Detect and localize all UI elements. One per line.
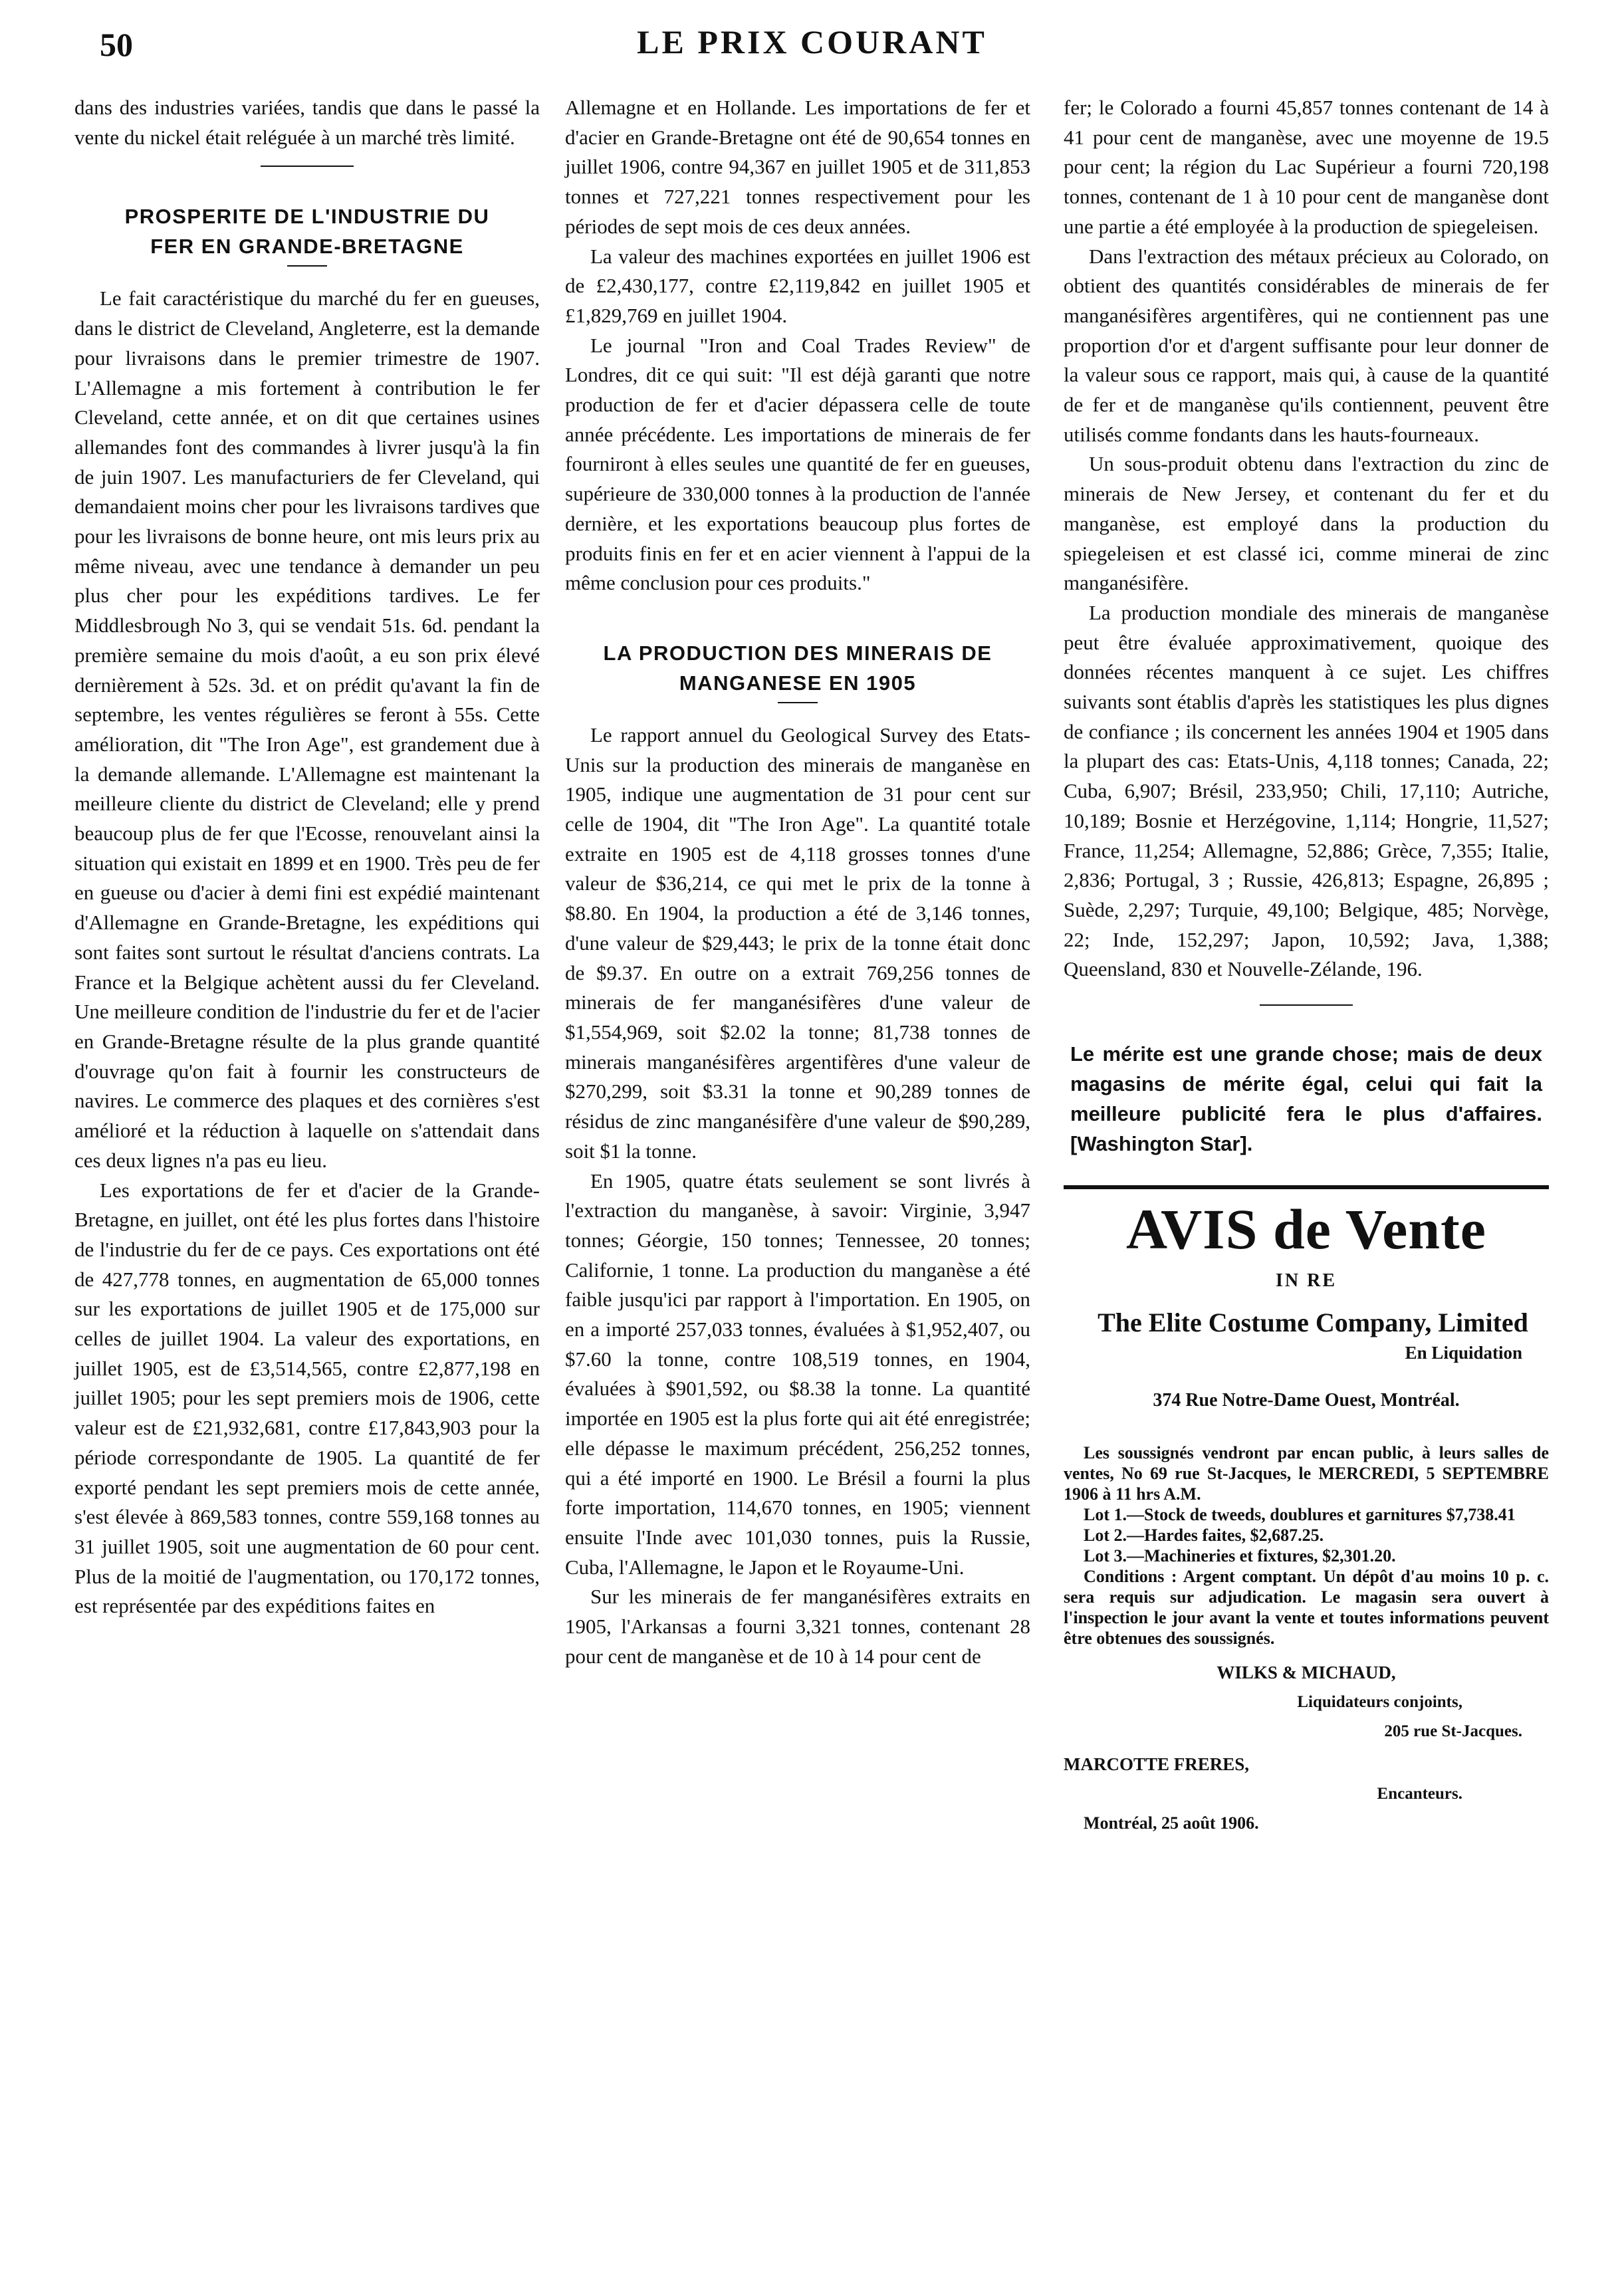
section-divider [1260, 1004, 1353, 1006]
section-divider [261, 166, 354, 167]
article-paragraph: Les exportations de fer et d'acier de la Grande-Bretagne, en juillet, ont été les plus fortes dans l'histoire de l'industrie du fer de ce pays. Ces exportations ont été de 427,778 tonnes, en augmentation de 65,000 tonnes sur les exportations de juillet 1905 et de 175,000 sur celles de juillet 1904. La valeur des exportations, en juillet 1905, est de £3,514,565, contre £2,877,198 en juillet 1905; pour les sept premiers mois de 1906, cette valeur est de £21,932,681, contre £17,843,903 pour la période correspondante de 1905. La quantité de fer exporté pendant les sept premiers mois de cette année, s'est élevée à 869,583 tonnes, contre 559,168 tonnes au 31 juillet 1905, soit une augmentation de 60 pour cent. Plus de la moitié de l'augmentation, ou 170,172 tonnes, est représentée par des expéditions faites en [74, 1178, 540, 1618]
article-paragraph: Allemagne et en Hollande. Les importations de fer et d'acier en Grande-Bretagne ont été de 90,654 tonnes en juillet 1906, contre 94,367 en juillet 1905 et de 311,853 tonnes et 727,221 tonnes respectivement pour les périodes de sept mois de ces deux années. [565, 96, 1030, 238]
article-heading-line-1: LA PRODUCTION DES MINERAIS DE [603, 641, 992, 665]
article-heading-line-2: MANGANESE EN 1905 [679, 671, 917, 695]
column-3 [1064, 93, 1549, 1839]
article-heading-line-1: PROSPERITE DE L'INDUSTRIE DU [124, 205, 490, 229]
ad-body-text: Les soussignés vendront par encan public, à leurs salles de ventes, No 69 rue St-Jacques, le MERCREDI, 5 SEPTEMBRE 1906 à 11 hrs A.M. [1064, 1442, 1549, 1504]
article-heading-line-2: FER EN GRANDE-BRETAGNE [150, 235, 464, 259]
article-paragraph: La valeur des machines exportées en juillet 1906 est de £2,430,177, contre £2,119,842 en juillet 1905 et £1,829,769 en juillet 1904. [565, 244, 1030, 327]
article-paragraph: Le rapport annuel du Geological Survey des Etats-Unis sur la production des minerais de manganèse en 1905, indique une augmentation de 31 pour cent sur celle de 1904, dit "The Iron Age". La quantité totale extraite en 1905 est de 4,118 grosses tonnes d'une valeur de $36,214, ce qui met le prix de la tonne à $8.80. En 1904, la production a été de 3,146 tonnes, d'une valeur de $29,443; le prix de la tonne était donc de $9.37. En outre on a extrait 769,256 tonnes de minerais de fer manganésifères d'une valeur de $1,554,969, soit $2.02 la tonne; 81,738 tonnes de minerais manganésifères argentifères d'une valeur de $270,299, soit $3.31 la tonne et 90,289 tonnes de résidus de zinc manganésifère d'une valeur de $90,289, soit $1 la tonne. [565, 723, 1030, 1163]
article-paragraph: Le fait caractéristique du marché du fer en gueuses, dans le district de Cleveland, Angleterre, est la demande pour livraisons dans le premier trimestre de 1907. L'Allemagne a mis fortement à contribution le fer Cleveland, cette année, et on dit que certaines usines allemandes font des commandes à livrer jusqu'à la fin de juin 1907. Les manufacturiers de fer Cleveland, qui demandaient moins cher pour les livraisons tardives que pour les livraisons de bonne heure, ont mis leurs prix au même niveau, avec une tendance à demander un peu plus cher pour les expéditions tardives. Le fer Middlesbrough No 3, qui se vendait 51s. 6d. pendant la première semaine du mois d'août, a eu son prix élevé dernièrement à 52s. 3d. et on prédit qu'avant la fin de septembre, les ventes régulières se feront à 55s. Cette amélioration, dit "The Iron Age", est grandement due à la demande allemande. L'Allemagne est maintenant la meilleure cliente du district de Cleveland; elle y prend beaucoup plus de fer que l'Ecosse, renouvelant ainsi la situation qui existait en 1899 et en 1900. Très peu de fer en gueuse ou d'acier à demi fini est expédié maintenant d'Allemagne en Grande-Bretagne, les expéditions qui sont faites sont surtout le résultat d'anciens contrats. La France et la Belgique achètent aussi du fer Cleveland. Une meilleure condition de l'industrie du fer et de l'acier en Grande-Bretagne résulte de la plus grande quantité d'ouvrage qu'on fait à fournir les constructeurs de navires. Le commerce des plaques et des cornières s'est amélioré et la réduction à laquelle on s'attendait dans ces deux lignes n'a pas eu lieu. [74, 286, 540, 1172]
ad-date: Montréal, 25 août 1906. [1084, 1813, 1259, 1833]
ad-liquidators-name: WILKS & MICHAUD, [1217, 1662, 1396, 1682]
column-1 [74, 93, 540, 1621]
article-paragraph: Sur les minerais de fer manganésifères extraits en 1905, l'Arkansas a fourni 3,321 tonnes, contenant 28 pour cent de manganèse et de 10 à 14 pour cent de [565, 1585, 1030, 1668]
ad-auctioneers-name: MARCOTTE FRERES, [1064, 1754, 1250, 1775]
article-paragraph: Dans l'extraction des métaux précieux au Colorado, on obtient des quantités considérables de minerais de fer manganésifères argentifères, qui ne contiennent pas une proportion d'or et d'argent suffisante pour leur donner de la valeur sous ce rapport, mais qui, à cause de la quantité de fer et de manganèse qu'ils contiennent, peuvent être utilisés comme fondants dans les hauts-fourneaux. [1064, 244, 1549, 446]
heading-underline [778, 702, 818, 703]
article-continuation-text: dans des industries variées, tandis que dans le passé la vente du nickel était reléguée à un marché très limité. [74, 96, 540, 149]
article-paragraph: fer; le Colorado a fourni 45,857 tonnes contenant de 14 à 41 pour cent de manganèse, avec une moyenne de 19.5 pour cent; la région du Lac Supérieur a fourni 720,198 tonnes, contenant de 1 à 10 pour cent de manganèse dont une partie a été employée à la production de spiegeleisen. [1064, 96, 1549, 238]
article-paragraph: La production mondiale des minerais de manganèse peut être évaluée approximativement, quoique des données récentes manquent à ce sujet. Les chiffres suivants sont établis d'après les statistiques les plus dignes de confiance ; ils concernent les années 1904 et 1905 dans la plupart des cas: Etats-Unis, 4,118 tonnes; Canada, 22; Cuba, 6,907; Brésil, 233,950; Chili, 17,110; Autriche, 10,189; Bosnie et Herzégovine, 1,114; Hongrie, 11,527; France, 11,254; Allemagne, 52,886; Grèce, 7,355; Italie, 2,836; Portugal, 3 ; Russie, 426,813; Espagne, 26,895 ; Suède, 2,297; Turquie, 49,100; Belgique, 485; Norvège, 22; Inde, 152,297; Japon, 10,592; Java, 1,388; Queensland, 830 et Nouvelle-Zélande, 196. [1064, 600, 1549, 981]
article-paragraph: Le journal "Iron and Coal Trades Review" de Londres, dit ce qui suit: "Il est déjà garanti que notre production de fer et d'acier dépassera celle de toute année précédente. Les importations de minerais de fer fourniront à elles seules une quantité de fer en gueuses, supérieure de 330,000 tonnes à la production de l'année dernière, et les exportations beaucoup plus fortes de produits finis en fer et en acier viennent à l'appui de la même conclusion pour ces produits." [565, 333, 1030, 595]
ad-auctioneers-title: Encanteurs. [1377, 1784, 1462, 1803]
ad-address: 374 Rue Notre-Dame Ouest, Montréal. [1153, 1390, 1460, 1411]
ad-in-re: IN RE [1275, 1270, 1337, 1292]
ad-company-name: The Elite Costume Company, Limited [1098, 1307, 1528, 1337]
article-paragraph: Un sous-produit obtenu dans l'extraction du zinc de minerais de New Jersey, et contenant du fer et du manganèse, est employé dans la production du spiegeleisen et est classé ici, comme minerai de zinc manganésifère. [1064, 452, 1549, 595]
ad-liquidators-address: 205 rue St-Jacques. [1384, 1722, 1522, 1741]
ad-lot-1: Lot 1.—Stock de tweeds, doublures et garnitures $7,738.41 [1084, 1504, 1516, 1524]
ad-lot-3: Lot 3.—Machineries et fixtures, $2,301.20. [1084, 1546, 1396, 1565]
ad-liquidation-label: En Liquidation [1405, 1342, 1522, 1363]
heading-underline [287, 265, 327, 267]
publicity-quote: Le mérite est une grande chose; mais de deux magasins de mérite égal, celui qui fait la meilleure publicité fera le plus d'affaires. [Washington Star]. [1070, 1042, 1542, 1156]
ad-title: AVIS de Vente [1126, 1197, 1486, 1262]
ad-lot-2: Lot 2.—Hardes faites, $2,687.25. [1084, 1525, 1324, 1545]
ad-conditions: Conditions : Argent comptant. Un dépôt d'au moins 10 p. c. sera requis sur adjudication. Le magasin sera ouvert à l'inspection le jour avant la vente et toutes informations peuvent être obtenues des soussignés. [1064, 1566, 1549, 1648]
article-paragraph: En 1905, quatre états seulement se sont livrés à l'extraction du manganèse, à savoir: Virginie, 3,947 tonnes; Géorgie, 150 tonnes; Tennessee, 20 tonnes; Californie, 1 tonne. La production du manganèse a été faible jusqu'ici par rapport à l'importation. En 1905, on en a importé 257,033 tonnes, évaluées à $1,952,407, ou $7.60 la tonne, contre 108,519 tonnes, en 1904, évaluées à $901,592, ou $8.38 la tonne. La quantité importée en 1905 est la plus forte qui ait été enregistrée; elle dépasse le maximum précédent, 256,252 tonnes, qui a été importé en 1900. Le Brésil a fourni la plus forte importation, 114,670 tonnes, en 1905; viennent ensuite l'Inde avec 101,030 tonnes, puis la Russie, Cuba, l'Allemagne, le Japon et le Royaume-Uni. [565, 1169, 1030, 1579]
sale-notice-ad [1064, 1185, 1549, 1839]
column-2 [565, 93, 1030, 1671]
masthead-title: LE PRIX COURANT [637, 23, 987, 60]
ad-liquidators-title: Liquidateurs conjoints, [1297, 1692, 1462, 1711]
page-number: 50 [100, 26, 133, 63]
